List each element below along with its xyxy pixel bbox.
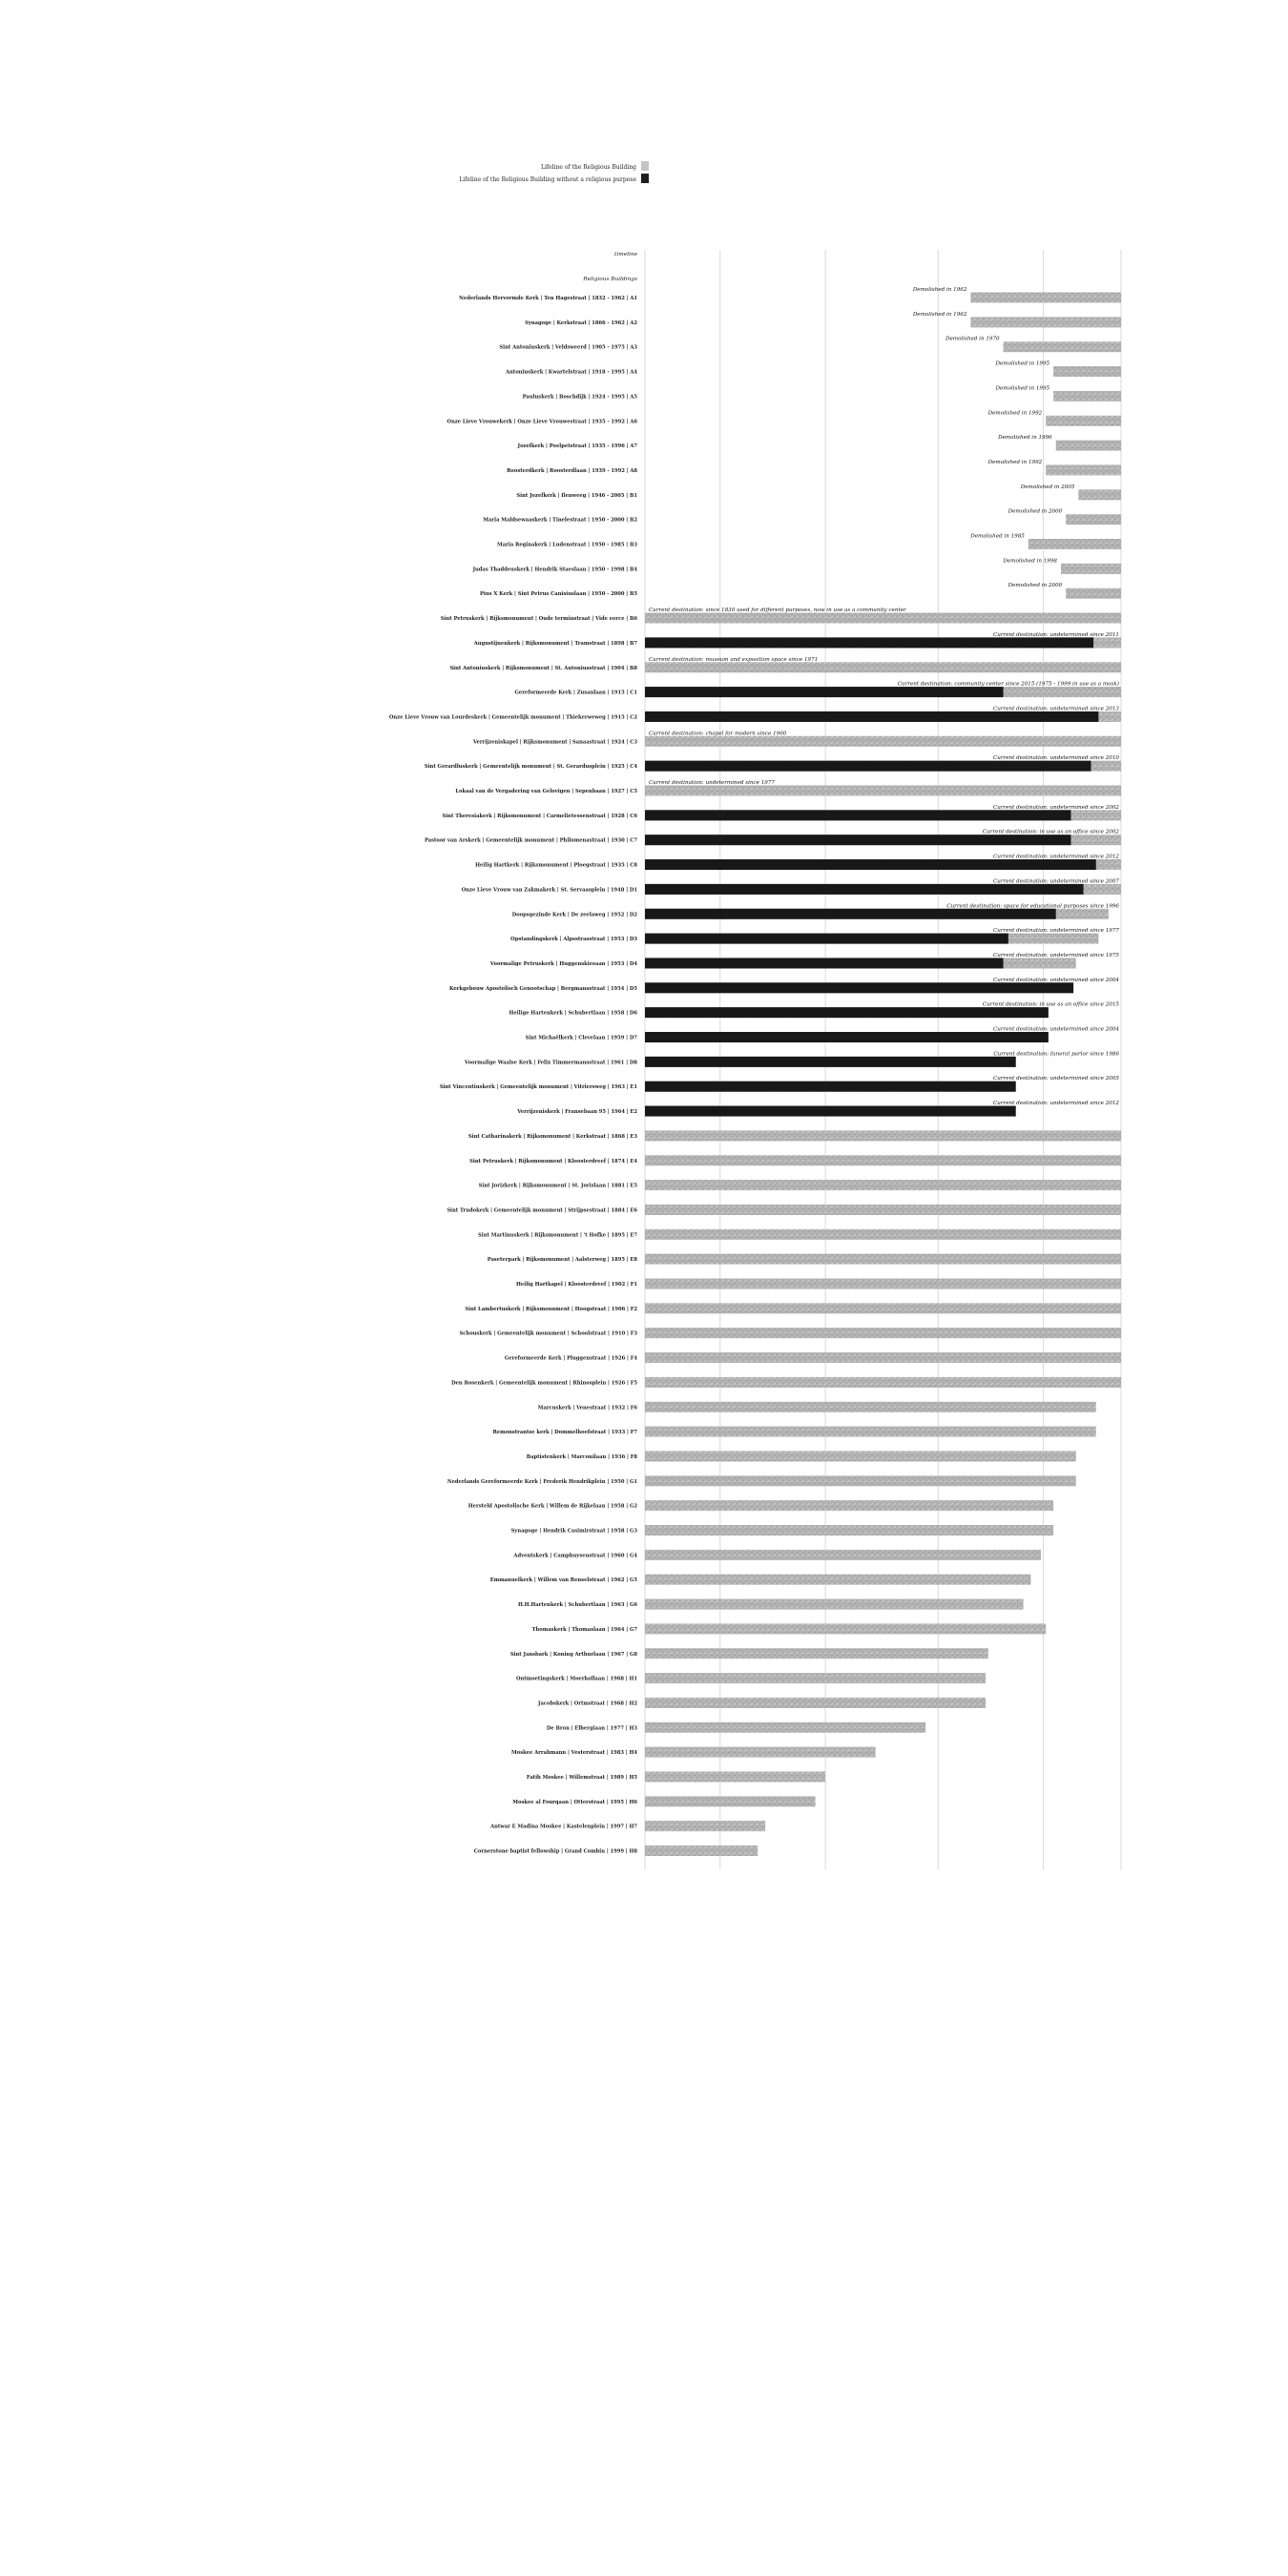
building-row <box>460 1328 1121 1338</box>
secular-bar <box>645 909 1056 919</box>
building-label: Doopsgezinde Kerk | De zeelaweg | 1952 | D2 <box>511 912 637 918</box>
building-row <box>511 1525 1053 1535</box>
lifeline-bar <box>645 613 1121 624</box>
building-label: Heilig Hartkapel | Kloosterdreef | 1902 | F1 <box>516 1282 637 1288</box>
building-label: Sint Jorizkerk | Rijksmonument | St. Jorislaan | 1881 | E5 <box>478 1183 637 1189</box>
annotation-text: Demolished in 1998 <box>1003 558 1057 565</box>
lifeline-bar <box>645 662 1121 672</box>
secular-bar <box>645 1032 1049 1042</box>
building-row <box>499 337 1121 353</box>
lifeline-bar <box>645 1205 1121 1215</box>
building-row <box>509 1002 1119 1019</box>
building-label: Remonstrantse kerk | Dommelhoefstraat | 1933 | F7 <box>492 1430 637 1436</box>
lifeline-bar <box>645 1673 986 1683</box>
building-row <box>505 1352 1121 1363</box>
building-label: Sint Antoniuskerk | Veldsweerd | 1905 - 1975 | A3 <box>499 344 637 351</box>
building-label: Adventskerk | Camphuysenstraat | 1960 | G4 <box>513 1553 637 1559</box>
building-label: Kerkgebouw Apostolisch Genootschap | Bergmansstraat | 1954 | D5 <box>448 985 637 992</box>
lifeline-bar <box>1046 416 1121 426</box>
lifeline-bar <box>1061 564 1121 574</box>
building-row <box>455 780 1121 796</box>
building-label: Maria Reginakerk | Ludenstraat | 1950 - 1985 | B3 <box>497 542 637 548</box>
secular-bar <box>645 687 1004 697</box>
building-row <box>465 1303 1121 1313</box>
building-label: Fatih Moskee | Willemstraat | 1989 | H5 <box>526 1775 637 1781</box>
building-row <box>516 1101 1119 1117</box>
building-row <box>449 657 1121 673</box>
building-row <box>512 903 1120 919</box>
building-row <box>527 1451 1076 1461</box>
building-row <box>464 1051 1119 1067</box>
lifeline-bar <box>645 1525 1053 1535</box>
building-row <box>425 755 1121 772</box>
lifeline-bar <box>645 1821 765 1831</box>
building-row <box>525 312 1121 328</box>
building-label: Emmanuelkerk | Willem van Renselstraat | 1962 | G5 <box>489 1577 637 1584</box>
building-label: Verrijzeniskerk | Fransebaan 95 | 1964 | E2 <box>517 1109 637 1116</box>
building-row <box>483 509 1121 526</box>
lifeline-bar <box>645 1550 1041 1560</box>
lifeline-bar <box>645 736 1121 747</box>
building-label: Maria Maldsewaaskerk | Tinelestraat | 1950 - 2000 | B2 <box>483 517 637 524</box>
lifeline-bar <box>645 1575 1030 1585</box>
annotation-text: Current destination: chapel for modern since 1960 <box>649 731 787 737</box>
building-label: Sint Petruskerk | Rijksmonument | Kloosterdreef | 1874 | E4 <box>469 1158 637 1164</box>
annotation-text: Current destination: in use as an office since 2002 <box>982 829 1119 835</box>
lifeline-bar <box>645 1303 1121 1313</box>
rows <box>389 287 1121 1856</box>
building-row <box>489 1821 765 1831</box>
lifeline-bar <box>645 1180 1121 1190</box>
building-row <box>538 1402 1096 1412</box>
building-label: Sint Vincentiuskerk | Gemeentelijk monument | Vitriersweg | 1963 | E1 <box>439 1084 637 1091</box>
building-row <box>468 1130 1121 1141</box>
building-label: Sint Antoniuskerk | Rijksmonument | St. Antoniusstraat | 1904 | B8 <box>449 665 637 671</box>
building-row <box>489 953 1120 969</box>
secular-bar <box>645 884 1084 895</box>
annotation-text: Current destination: in use as an office since 2015 <box>982 1001 1119 1008</box>
lifeline-bar <box>645 1747 876 1758</box>
building-label: Heilige Hartenkerk | Schubertlaan | 1958 | D6 <box>509 1010 637 1017</box>
lifeline-bar <box>645 1279 1121 1289</box>
annotation-text: Demolished in 1985 <box>970 533 1025 540</box>
building-label: Onze Lieve Vrouw van Zakmakerk | St. Servaasplein | 1948 | D1 <box>461 887 637 894</box>
annotation-text: Demolished in 1970 <box>945 336 1000 342</box>
building-label: Den Rosenkerk | Gemeentelijk monument | Rhinosplein | 1926 | F5 <box>451 1380 637 1387</box>
lifeline-bar <box>645 1155 1121 1165</box>
building-row <box>459 287 1121 303</box>
lifeline-bar <box>645 1698 986 1708</box>
annotation-text: Demolished in 1995 <box>995 385 1050 392</box>
lifeline-bar <box>645 1130 1121 1141</box>
lifeline-bar <box>645 1623 1046 1634</box>
building-row <box>497 534 1121 550</box>
building-row <box>443 805 1121 821</box>
annotation-text: Demolished in 1992 <box>987 410 1043 417</box>
lifeline-bar <box>1004 341 1121 352</box>
annotation-text: Current destination: since 1830 used for different purposes, now in use as a community center <box>649 608 906 614</box>
secular-bar <box>645 835 1070 845</box>
annotation-text: Current destination: community center since 2015 (1975 - 1999 in use as a mosk) <box>897 681 1119 688</box>
lifeline-bar <box>645 1254 1121 1265</box>
legend-swatch-lifeline <box>641 161 649 171</box>
lifeline-bar <box>645 1475 1076 1486</box>
building-label: Marcuskerk | Venestraat | 1932 | F6 <box>537 1405 637 1412</box>
secular-bar <box>645 761 1091 772</box>
building-label: Antwar E Madina Moskee | Kastelenplein | 1997 | H7 <box>490 1824 637 1830</box>
building-row <box>447 410 1121 426</box>
building-row <box>440 1076 1120 1092</box>
building-row <box>516 1673 986 1683</box>
building-row <box>512 1550 1041 1560</box>
legend-swatch-no-purpose <box>641 174 649 183</box>
building-label: Sint Jozefkerk | Ilenweeg | 1946 - 2005 | B1 <box>516 492 637 499</box>
secular-bar <box>645 1007 1049 1018</box>
secular-bar <box>645 1106 1016 1117</box>
building-row <box>488 1254 1121 1265</box>
legend-label-lifeline: Lifeline of the Religious Building <box>540 164 636 171</box>
annotation-text: Current destination: undetermined since 2002 <box>993 804 1119 811</box>
lifeline-bar <box>970 293 1121 303</box>
building-label: Hersteld Apostolische Kerk | Willem de Rijkelaan | 1958 | G2 <box>467 1503 637 1510</box>
building-label: Synagoge | Hendrik Casimirstraat | 1958 | G3 <box>510 1528 637 1535</box>
building-label: Moskee Arrahmann | Vesterstraat | 1983 | H4 <box>511 1750 637 1757</box>
lifeline-bar <box>1066 588 1121 599</box>
secular-bar <box>645 982 1073 993</box>
building-label: Heilig Hartkerk | Rijksmonument | Ploegstraat | 1935 | C8 <box>475 862 637 869</box>
building-row <box>389 706 1121 722</box>
building-label: Lokaal van de Vergadering van Gelovigen | Sepenbaan | 1927 | C5 <box>455 789 637 794</box>
lifeline-bar <box>1053 366 1121 377</box>
building-label: Sint Michaëlkerk | Clevelaan | 1959 | D7 <box>525 1035 637 1041</box>
building-label: Onze Lieve Vrouw van Lourdeskerk | Gemeentelijk monument | Thiekerweweg | 1915 | C2 <box>388 714 637 721</box>
secular-bar <box>645 1082 1016 1092</box>
lifeline-bar <box>970 317 1121 327</box>
annotation-text: Current destination: space for educational purposes since 1996 <box>946 903 1119 910</box>
building-row <box>475 855 1121 871</box>
building-label: Gereformeerde Kerk | Pluggenstraat | 1926 | F4 <box>504 1355 637 1362</box>
secular-bar <box>645 1057 1016 1067</box>
building-label: Schouskerk | Gemeentelijk monument | Schoolstraat | 1910 | F3 <box>459 1330 637 1337</box>
building-label: Pastoor van Arskerk | Gemeentelijk monument | Philomenastraat | 1930 | C7 <box>424 837 637 844</box>
building-row <box>523 385 1121 402</box>
building-row <box>472 731 1121 747</box>
building-label: De Bron | Elbergiaan | 1977 | H3 <box>546 1725 637 1732</box>
building-label: Baptistenkerk | Marconilaan | 1936 | F8 <box>526 1453 637 1460</box>
building-row <box>480 583 1121 599</box>
building-row <box>473 632 1121 649</box>
secular-bar <box>645 934 1008 944</box>
annotation-text: Demolished in 1962 <box>912 311 967 318</box>
building-label: Nederlands Gereformeerde Kerk | Frederik Hendrikplein | 1950 | G1 <box>447 1478 637 1485</box>
lifeline-bar <box>645 1796 816 1806</box>
annotation-text: Demolished in 1995 <box>995 361 1050 367</box>
building-label: Cornerstone baptist fellowship | Grand Combin | 1999 | H8 <box>473 1848 637 1855</box>
annotation-text: Demolished in 1962 <box>912 287 967 293</box>
lifeline-bar <box>645 1500 1053 1511</box>
building-row <box>447 1475 1076 1486</box>
timeline-header: timeline <box>614 252 637 258</box>
lifeline-bar <box>645 1352 1121 1363</box>
building-row <box>449 978 1119 994</box>
annotation-text: Current destination: museum and exposition space since 1971 <box>649 656 819 663</box>
annotation-text: Current destination: undetermined since 1977 <box>649 780 775 786</box>
building-row <box>472 558 1121 574</box>
building-row <box>547 1722 925 1733</box>
building-label: Sint Petruskerk | Rijksmonument | Oude terminstraat | Vide eerce | B6 <box>440 616 637 623</box>
building-label: Nederlands Hervormde Kerk | Ten Hagestraat | 1832 - 1962 | A1 <box>459 296 637 301</box>
building-label: Sint Theresiakerk | Rijksmonument | Carmelietessenstraat | 1928 | C6 <box>442 813 637 819</box>
lifeline-bar <box>1066 514 1121 525</box>
building-label: Sint Martinuskerk | Rijksmonument | 't Hofke | 1895 | E7 <box>478 1232 637 1239</box>
building-row <box>451 1377 1121 1388</box>
building-label: Judas Thaddeuskerk | Hendrik Staeslaan | 1950 - 1998 | B4 <box>472 567 637 573</box>
building-row <box>468 1500 1053 1511</box>
building-label: Moskee al Fourqaan | Otterstraat | 1995 | H6 <box>512 1799 637 1805</box>
lifeline-bar <box>645 786 1121 796</box>
secular-bar <box>645 859 1096 870</box>
lifeline-bar <box>645 1845 758 1856</box>
building-row <box>517 435 1121 451</box>
lifeline-bar <box>645 1328 1121 1338</box>
building-row <box>514 681 1121 698</box>
lifeline-bar <box>1053 391 1121 402</box>
building-row <box>505 361 1121 378</box>
annotation-text: Current destination: funeral parlor since 1986 <box>993 1051 1119 1058</box>
building-row <box>510 1648 988 1659</box>
lifeline-bar <box>645 1229 1121 1240</box>
building-label: Sint Jansbark | Koning Arthurlaan | 1967 | G8 <box>509 1651 637 1658</box>
lifeline-bar <box>645 1451 1076 1461</box>
building-label: Sint Gerardluskerk | Gemeentelijk monument | St. Gerardusplein | 1925 | C4 <box>424 764 637 771</box>
annotation-text: Current destination: undetermined since 2007 <box>993 878 1119 885</box>
annotation-text: Demolished in 1996 <box>998 435 1052 442</box>
building-row <box>507 460 1121 476</box>
annotation-text: Current destination: undetermined since 2012 <box>993 854 1119 860</box>
building-row <box>462 878 1121 895</box>
building-row <box>441 608 1121 624</box>
building-row <box>474 1845 758 1856</box>
religious-buildings-header: Religious Buildings <box>583 277 637 282</box>
building-label: Gereformeerde Kerk | Zusanlaan | 1915 | C1 <box>514 690 637 696</box>
lifeline-bar <box>645 1648 988 1659</box>
building-label: Paseterpark | Rijksmonument | Aalsterweg | 1895 | E8 <box>487 1257 637 1264</box>
building-row <box>510 928 1119 944</box>
secular-bar <box>645 810 1070 820</box>
lifeline-bar <box>1046 464 1121 475</box>
building-row <box>512 1796 815 1806</box>
building-row <box>516 1279 1121 1289</box>
building-label: Pauluskerk | Boschdijk | 1924 - 1995 | A5 <box>522 394 637 401</box>
building-row <box>425 830 1121 846</box>
building-label: Verrijzeniskapel | Rijksmonument | Sanaastraat | 1924 | C3 <box>473 739 637 746</box>
building-row <box>532 1623 1047 1634</box>
building-label: Synagoge | Kerkstraat | 1866 - 1962 | A2 <box>525 319 637 326</box>
building-label: Jozefkerk | Poelpetstraat | 1935 - 1996 | A7 <box>517 443 637 450</box>
lifeline-bar <box>645 1599 1024 1610</box>
legend-label-no-purpose: Lifeline of the Religious Building without a religious purpose <box>459 176 636 183</box>
building-row <box>516 484 1121 501</box>
building-label: Antoniuskerk | Kwartelstraat | 1918 - 1995 | A4 <box>506 369 637 376</box>
annotation-text: Demolished in 1992 <box>987 459 1043 465</box>
lifeline-bar <box>1078 489 1121 500</box>
building-label: Roosterdkerk | Roosterdlaan | 1939 - 1992 | A8 <box>507 467 637 474</box>
building-row <box>518 1599 1024 1610</box>
lifeline-bar <box>645 1377 1121 1388</box>
lifeline-bar <box>1028 539 1121 549</box>
building-label: Ontmoetingskerk | Moerkollaan | 1968 | H1 <box>515 1676 637 1682</box>
annotation-text: Demolished in 2000 <box>1008 508 1063 515</box>
building-label: Sint Trudokerk | Gemeentelijk monument | Strijpsestraat | 1884 | E6 <box>447 1207 637 1214</box>
annotation-text: Current destination: undetermined since 2011 <box>993 631 1119 638</box>
building-label: Onze Lieve Vrouwekerk | Onze Lieve Vrouwestraat | 1935 - 1992 | A6 <box>447 419 637 425</box>
annotation-text: Current destination: undetermined since 2004 <box>993 1026 1119 1033</box>
lifeline-bar <box>1056 441 1121 451</box>
building-row <box>526 1027 1120 1043</box>
building-row <box>478 1229 1121 1240</box>
annotation-text: Current destination: undetermined since 2004 <box>993 977 1119 983</box>
legend <box>459 161 649 183</box>
building-row <box>447 1205 1121 1215</box>
building-label: Thomaskerk | Thomaslaan | 1964 | G7 <box>531 1626 637 1633</box>
lifeline-bar <box>645 1402 1096 1412</box>
annotation-text: Current destination: undetermined since 1975 <box>993 952 1119 958</box>
building-row <box>537 1698 986 1708</box>
annotation-text: Demolished in 2000 <box>1008 583 1063 589</box>
building-row <box>492 1427 1095 1437</box>
building-label: H.H.Hartenkerk | Schubertlaan | 1963 | G6 <box>517 1602 637 1609</box>
building-row <box>527 1772 825 1783</box>
building-label: Opstandingskerk | Alpsstrasstraat | 1953 | D3 <box>510 937 637 943</box>
annotation-text: Current destination: undetermined since 2012 <box>993 1101 1119 1107</box>
building-label: Jacobskerk | Ortmstraat | 1968 | H2 <box>538 1700 637 1707</box>
annotation-text: Demolished in 2005 <box>1020 484 1075 490</box>
secular-bar <box>645 958 1004 968</box>
annotation-text: Current destination: undetermined since 1977 <box>993 928 1119 935</box>
building-label: Augustijnenkerk | Rijksmonument | Tramstraat | 1898 | B7 <box>473 640 637 647</box>
building-row <box>479 1180 1121 1190</box>
building-row <box>511 1747 876 1758</box>
building-row <box>490 1575 1031 1585</box>
lifeline-bar <box>645 1722 925 1733</box>
annotation-text: Current destination: undetermined since 2013 <box>993 706 1119 712</box>
annotation-text: Current destination: undetermined since 2005 <box>993 1076 1119 1082</box>
building-label: Pius X Kerk | Sint Petrus Canisiuslaan | 1950 - 2000 | B5 <box>479 591 637 598</box>
building-label: Sint Lambertuskerk | Rijksmonument | Hoogstraat | 1906 | F2 <box>465 1306 637 1312</box>
lifeline-bar <box>645 1427 1096 1437</box>
lifeline-bar <box>645 1772 825 1783</box>
building-label: Voormalige Petruskerk | Huggenskiesaan | 1953 | D4 <box>489 960 637 967</box>
building-row <box>469 1155 1121 1165</box>
annotation-text: Current destination: undetermined since 2010 <box>993 755 1119 762</box>
secular-bar <box>645 637 1093 648</box>
building-label: Voormalige Waalse Kerk | Felix Timmermansstraat | 1961 | D8 <box>465 1060 637 1066</box>
building-label: Sint Catharinakerk | Rijksmonument | Kerkstraat | 1868 | E3 <box>467 1133 637 1140</box>
secular-bar <box>645 711 1098 722</box>
